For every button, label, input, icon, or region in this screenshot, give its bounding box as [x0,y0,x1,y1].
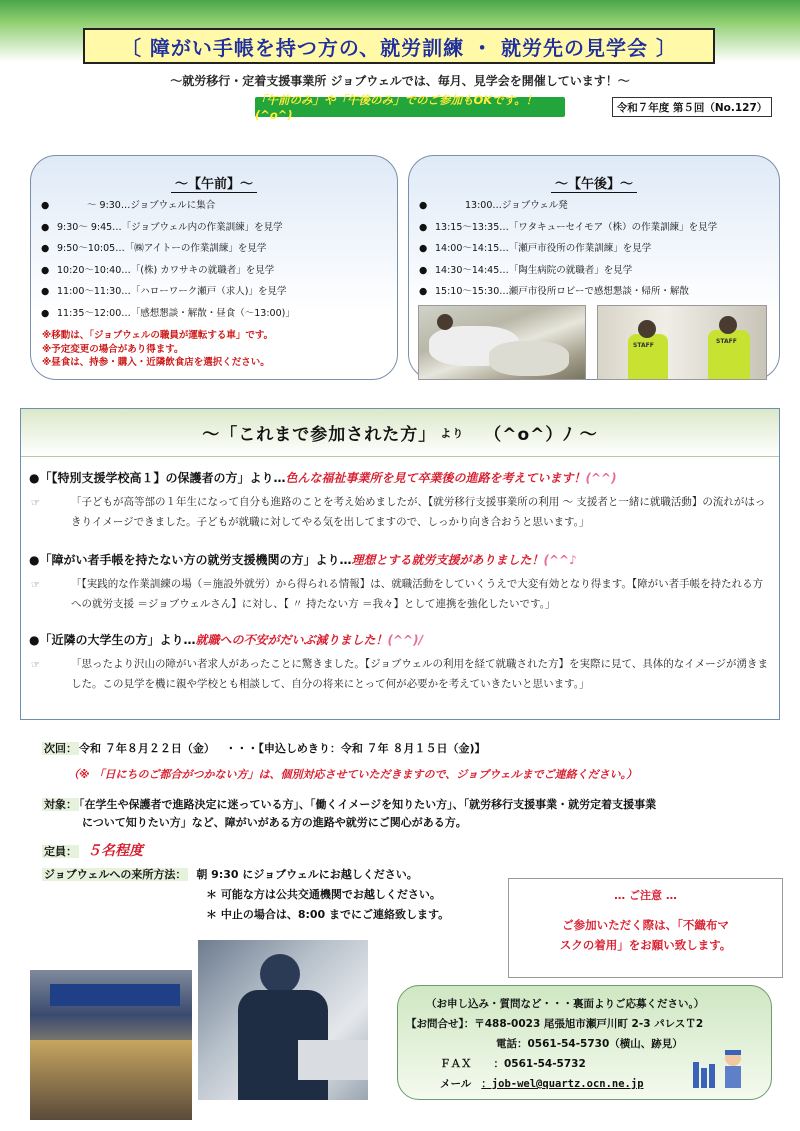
seminar-hall-photo [30,970,192,1120]
contact-tel: 電話：0561-54-5730（横山、跡見） [496,1038,683,1050]
note: ※昼食は、持参・購入・近隣飲食店を選択ください。 [42,357,270,368]
staff-vest-label: STAFF [633,342,654,349]
contact-header: （お申し込み・質問など・・・裏面よりご応募ください。） [426,998,705,1010]
issue-number: 令和７年度 第５回（No.127） [612,97,772,117]
mask-caution-box [508,878,783,978]
access-info: ジョブウェルへの来所方法： 朝 9:30 にジョブウェルにお越しください。 [44,868,418,881]
feedback-heading: ～「これまで参加された方」 より （^o^）ﾉ ～ [21,409,779,457]
caution-body: ご参加いただく際は、「不織布マ スクの着用」をお願い致します。 [559,918,732,952]
hand-icon: ☞ [31,498,40,509]
schedule-item: ● 11:00～11:30…「ハローワーク瀬戸（求人)」を見学 [41,286,287,297]
morning-schedule-panel [30,155,398,380]
contact-box [397,985,772,1100]
workshop-photo [198,940,368,1100]
caution-title: … ご注意 … [614,889,677,902]
worker-illustration-icon [691,1044,751,1094]
contact-fax: ＦＡＸ ：0561-54-5732 [440,1058,586,1070]
page-subtitle: ～就労移行・定着支援事業所 ジョブウェルでは、毎月、見学会を開催しています！～ [170,74,630,88]
target-line-2: について知りたい方」など、障がいがある方の進路や就労にご関心がある方。 [82,816,467,829]
morning-title: ～【午前】～ [31,173,397,192]
schedule-item: ● ～ 9:30…ジョブウェルに集合 [41,200,216,211]
access-note-2: ＊ 中止の場合は、8:00 までにご連絡致します。 [206,908,450,921]
schedule-item: ● 14:00～14:15…「瀬戸市役所の作業訓練」を見学 [419,243,652,254]
schedule-item: ● 14:30～14:45…「陶生病院の就職者」を見学 [419,264,633,276]
afternoon-title: ～【午後】～ [409,173,779,192]
contact-address: 【お問合せ】：〒488-0023 尾張旭市瀬戸川町 2-3 パレスＴ2 [406,1018,704,1030]
morning-schedule-list [41,199,295,328]
schedule-item: ● 10:20～10:40…「(株) カワサキの就職者」を見学 [41,264,275,276]
hand-icon: ☞ [31,660,40,671]
schedule-item: ● 9:30～ 9:45…「ジョブウェル内の作業訓練」を見学 [41,221,283,233]
work-training-photo [418,305,586,380]
note: ※移動は、「ジョブウェルの職員が運転する車」です。 [42,330,274,341]
page-title: 〔 障がい手帳を持つ方の、就労訓練 ・ 就労先の見学会 〕 [83,28,715,64]
feedback-item: ●「【特別支援学校高１】の保護者の方」より…色んな福祉事業所を見て卒業後の進路を考えています！(^^) ☞ 「子どもが高等部の１年生になって自分も進路のことを考え始めましたが、【就労移行支援事業所の利用 ～ 支援者と一緒に就職活動】の流れがはっきりイメージできました。子どもが就職に対してやる気を出してますので、しっかり向き合おうと思います。」 [29,471,766,528]
note: ※予定変更の場合があり得ます。 [42,343,184,355]
staff-photo [597,305,767,380]
feedback-box [20,408,780,720]
schedule-item: ● 15:10～15:30…瀬戸市役所ロビーで感想懇談・帰所・解散 [419,286,689,297]
staff-vest-label: STAFF [716,338,737,345]
contact-email: メール ：job-wel@quartz.ocn.ne.jp [440,1078,644,1090]
hand-icon: ☞ [31,580,40,591]
schedule-item: ● 9:50～10:05…「㈱アイトーの作業訓練」を見学 [41,243,267,254]
feedback-item: ●「近隣の大学生の方」より…就職への不安がだいぶ減りました！(^^)/ ☞ 「思ったより沢山の障がい者求人があったことに驚きました。【ジョブウェルの利用を経て就職された方】を実際に見て、具体的なイメージが湧きました。この見学を機に親や学校とも相談して、自分の将来にとって何が必要かを考えていきたいと思います。」 [29,633,768,690]
target-line-1: 対象： 「在学生や保護者で進路決定に迷っている方」、「働くイメージを知りたい方」、「就労移行支援事業・就労定着支援事業 [44,798,657,811]
morning-notes [42,329,273,370]
access-note-1: ＊ 可能な方は公共交通機関でお越しください。 [206,888,441,901]
schedule-item: ● 13:00…ジョブウェル発 [419,200,568,211]
afternoon-schedule-list [419,199,717,307]
schedule-item: ● 11:35～12:00…「感想懇談・解散・昼食（～13:00)」 [41,307,295,319]
feedback-item: ●「障がい者手帳を持たない方の就労支援機関の方」より…理想とする就労支援がありました！(^^♪ ☞ 「【実践的な作業訓練の場（＝施設外就労）から得られる情報】は、就職活動をしていくうえで大変有効となり得ます。【障がい者手帳を持たれる方への就労支援 ＝ジョブウェルさん】に対し、【 〃 持たない方 ＝我々】として連携を強化したいです。」 [29,553,764,610]
capacity: 定員： ５名程度 [44,843,143,859]
schedule-item: ● 13:15～13:35…「ワタキューセイモア（株）の作業訓練」を見学 [419,221,718,233]
next-note: （※ 「日にちのご都合がつかない方」は、個別対応させていただきますので、ジョブウェルまでご連絡ください。） [68,768,638,781]
next-session: 次回： 令和 ７年８月２２日（金） ・・・【申込しめきり：令和 ７年 ８月１５日（金)】 [44,742,486,755]
half-day-banner: 「午前のみ」や「午後のみ」でのご参加もOKです。！(^o^) [255,97,565,117]
